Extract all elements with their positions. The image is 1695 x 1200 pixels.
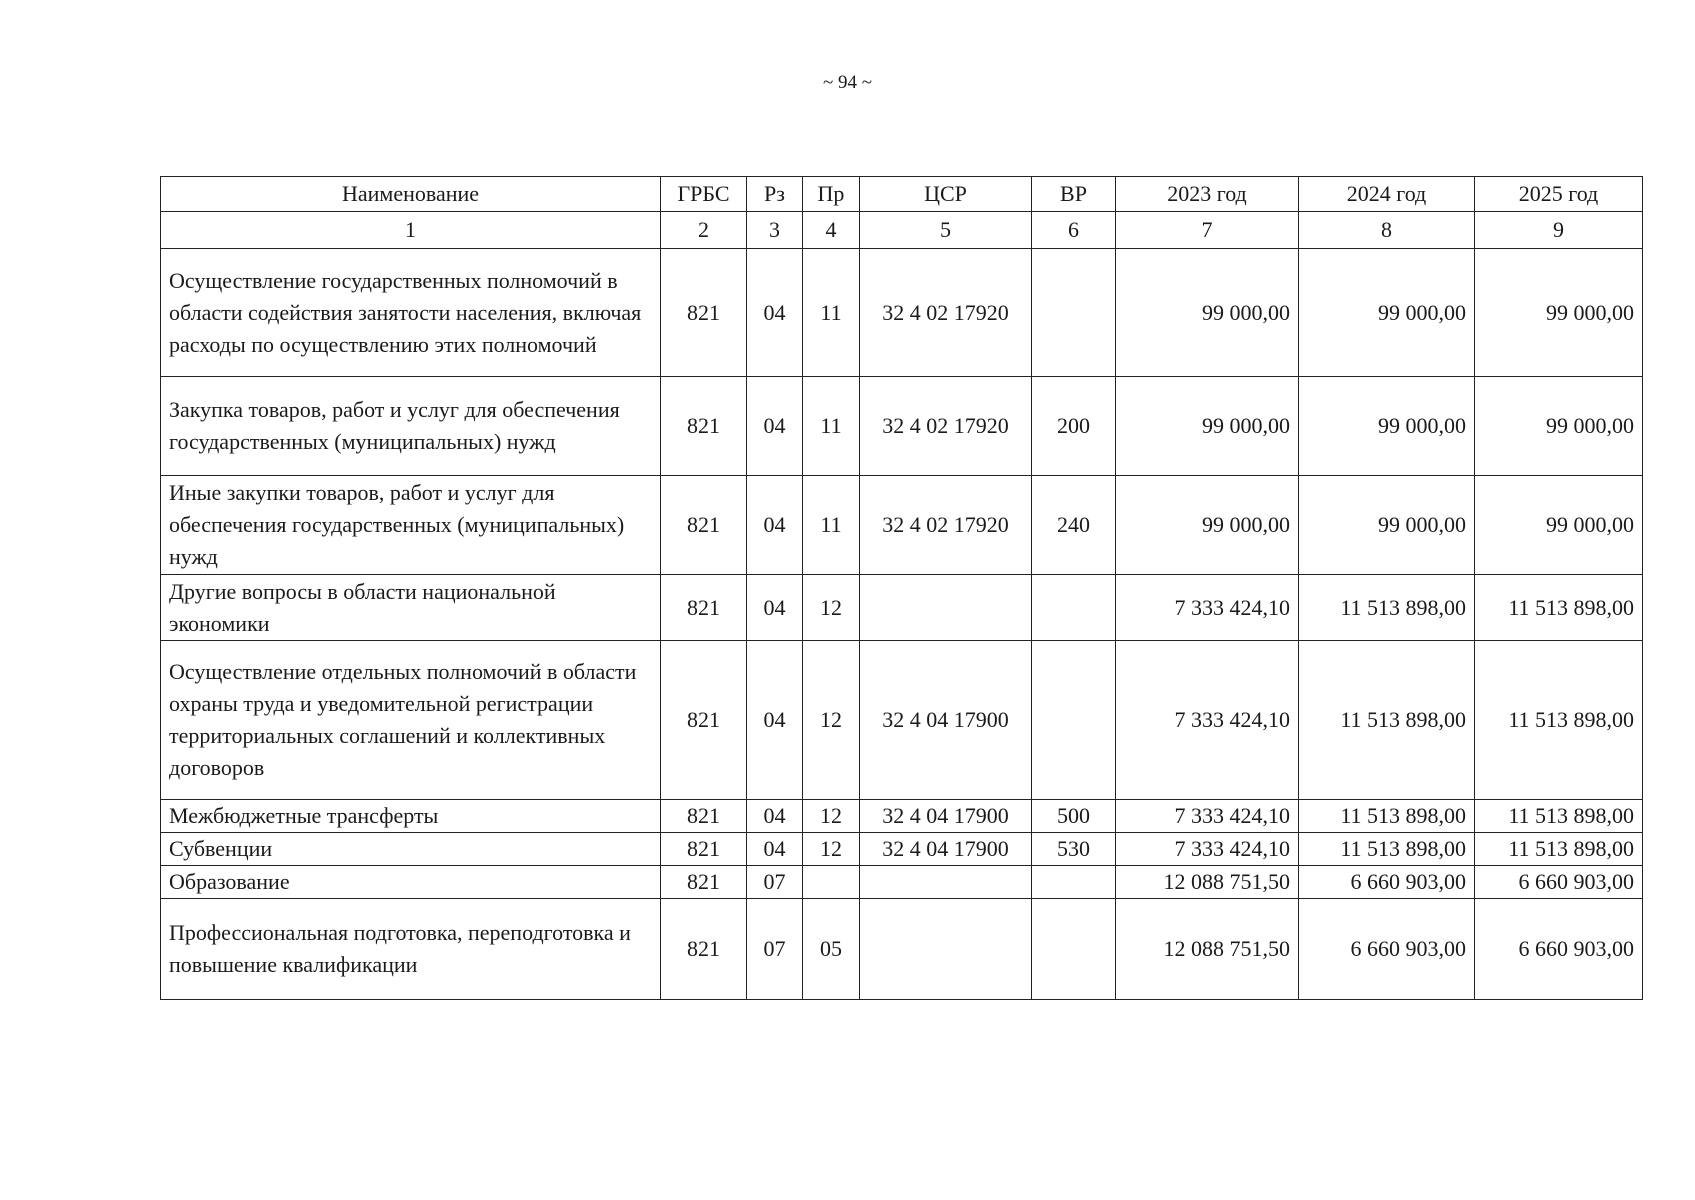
header-rz: Рз bbox=[747, 177, 803, 212]
row-2024: 11 513 898,00 bbox=[1299, 800, 1475, 833]
header-vr: ВР bbox=[1032, 177, 1116, 212]
row-pr: 11 bbox=[803, 476, 860, 575]
row-rz: 04 bbox=[747, 800, 803, 833]
row-pr: 12 bbox=[803, 575, 860, 641]
table-row bbox=[161, 377, 1643, 476]
column-number: 8 bbox=[1299, 212, 1475, 249]
row-vr bbox=[1032, 899, 1116, 1000]
row-2023: 99 000,00 bbox=[1116, 476, 1299, 575]
row-2025: 6 660 903,00 bbox=[1475, 899, 1643, 1000]
column-number: 3 bbox=[747, 212, 803, 249]
row-csr: 32 4 04 17900 bbox=[860, 833, 1032, 866]
row-grbs: 821 bbox=[661, 377, 747, 476]
column-number: 6 bbox=[1032, 212, 1116, 249]
table-row bbox=[161, 476, 1643, 575]
row-2025: 11 513 898,00 bbox=[1475, 800, 1643, 833]
row-vr bbox=[1032, 641, 1116, 800]
table-row bbox=[161, 899, 1643, 1000]
row-2025: 11 513 898,00 bbox=[1475, 641, 1643, 800]
row-csr: 32 4 02 17920 bbox=[860, 377, 1032, 476]
row-2023: 12 088 751,50 bbox=[1116, 866, 1299, 899]
row-rz: 04 bbox=[747, 249, 803, 377]
row-2023: 7 333 424,10 bbox=[1116, 800, 1299, 833]
row-vr: 530 bbox=[1032, 833, 1116, 866]
row-vr bbox=[1032, 249, 1116, 377]
row-name: Субвенции bbox=[161, 833, 661, 866]
row-pr: 05 bbox=[803, 899, 860, 1000]
table-row bbox=[161, 641, 1643, 800]
row-grbs: 821 bbox=[661, 899, 747, 1000]
table-row bbox=[161, 575, 1643, 641]
row-name: Межбюджетные трансферты bbox=[161, 800, 661, 833]
header-2023: 2023 год bbox=[1116, 177, 1299, 212]
row-grbs: 821 bbox=[661, 249, 747, 377]
row-name: Осуществление отдельных полномочий в области охраны труда и уведомительной регистрации территориальных соглашений и коллективных договоров bbox=[161, 641, 661, 800]
row-rz: 04 bbox=[747, 833, 803, 866]
row-2025: 99 000,00 bbox=[1475, 476, 1643, 575]
header-grbs: ГРБС bbox=[661, 177, 747, 212]
header-2024: 2024 год bbox=[1299, 177, 1475, 212]
header-pr: Пр bbox=[803, 177, 860, 212]
row-name: Иные закупки товаров, работ и услуг для обеспечения государственных (муниципальных) нужд bbox=[161, 476, 661, 575]
row-pr: 11 bbox=[803, 249, 860, 377]
row-csr: 32 4 04 17900 bbox=[860, 800, 1032, 833]
row-name: Осуществление государственных полномочий в области содействия занятости населения, включая расходы по осуществлению этих полномочий bbox=[161, 249, 661, 377]
row-2024: 99 000,00 bbox=[1299, 377, 1475, 476]
row-pr: 12 bbox=[803, 833, 860, 866]
header-csr: ЦСР bbox=[860, 177, 1032, 212]
row-vr bbox=[1032, 575, 1116, 641]
row-csr: 32 4 02 17920 bbox=[860, 476, 1032, 575]
row-2024: 99 000,00 bbox=[1299, 249, 1475, 377]
row-csr: 32 4 02 17920 bbox=[860, 249, 1032, 377]
row-pr: 11 bbox=[803, 377, 860, 476]
row-grbs: 821 bbox=[661, 800, 747, 833]
column-number: 1 bbox=[161, 212, 661, 249]
row-pr: 12 bbox=[803, 641, 860, 800]
row-2024: 6 660 903,00 bbox=[1299, 866, 1475, 899]
row-2024: 11 513 898,00 bbox=[1299, 575, 1475, 641]
row-grbs: 821 bbox=[661, 641, 747, 800]
table-row bbox=[161, 249, 1643, 377]
header-row bbox=[161, 177, 1643, 212]
row-2023: 7 333 424,10 bbox=[1116, 833, 1299, 866]
row-rz: 04 bbox=[747, 377, 803, 476]
row-name: Профессиональная подготовка, переподготовка и повышение квалификации bbox=[161, 899, 661, 1000]
row-csr bbox=[860, 575, 1032, 641]
row-vr: 200 bbox=[1032, 377, 1116, 476]
row-grbs: 821 bbox=[661, 866, 747, 899]
row-grbs: 821 bbox=[661, 575, 747, 641]
row-2025: 99 000,00 bbox=[1475, 249, 1643, 377]
page-number: ~ 94 ~ bbox=[822, 72, 873, 93]
header-2025: 2025 год bbox=[1475, 177, 1643, 212]
row-pr: 12 bbox=[803, 800, 860, 833]
column-number: 2 bbox=[661, 212, 747, 249]
row-2024: 99 000,00 bbox=[1299, 476, 1475, 575]
row-2023: 99 000,00 bbox=[1116, 377, 1299, 476]
column-number: 5 bbox=[860, 212, 1032, 249]
row-name: Образование bbox=[161, 866, 661, 899]
table-row bbox=[161, 800, 1643, 833]
row-rz: 04 bbox=[747, 476, 803, 575]
row-rz: 07 bbox=[747, 899, 803, 1000]
row-grbs: 821 bbox=[661, 476, 747, 575]
column-number: 7 bbox=[1116, 212, 1299, 249]
row-2024: 6 660 903,00 bbox=[1299, 899, 1475, 1000]
row-2023: 7 333 424,10 bbox=[1116, 641, 1299, 800]
row-rz: 04 bbox=[747, 641, 803, 800]
budget-table bbox=[160, 176, 1643, 1000]
row-grbs: 821 bbox=[661, 833, 747, 866]
row-2024: 11 513 898,00 bbox=[1299, 833, 1475, 866]
header-name: Наименование bbox=[161, 177, 661, 212]
column-number: 9 bbox=[1475, 212, 1643, 249]
row-vr bbox=[1032, 866, 1116, 899]
row-csr bbox=[860, 866, 1032, 899]
row-csr: 32 4 04 17900 bbox=[860, 641, 1032, 800]
row-rz: 04 bbox=[747, 575, 803, 641]
row-2023: 99 000,00 bbox=[1116, 249, 1299, 377]
row-pr bbox=[803, 866, 860, 899]
row-2023: 12 088 751,50 bbox=[1116, 899, 1299, 1000]
table-row bbox=[161, 833, 1643, 866]
row-2025: 6 660 903,00 bbox=[1475, 866, 1643, 899]
row-2025: 99 000,00 bbox=[1475, 377, 1643, 476]
row-name: Другие вопросы в области национальной экономики bbox=[161, 575, 661, 641]
row-name: Закупка товаров, работ и услуг для обеспечения государственных (муниципальных) нужд bbox=[161, 377, 661, 476]
column-number: 4 bbox=[803, 212, 860, 249]
row-csr bbox=[860, 899, 1032, 1000]
column-number-row bbox=[161, 212, 1643, 249]
row-2025: 11 513 898,00 bbox=[1475, 833, 1643, 866]
row-rz: 07 bbox=[747, 866, 803, 899]
row-2023: 7 333 424,10 bbox=[1116, 575, 1299, 641]
row-vr: 500 bbox=[1032, 800, 1116, 833]
row-2025: 11 513 898,00 bbox=[1475, 575, 1643, 641]
row-2024: 11 513 898,00 bbox=[1299, 641, 1475, 800]
table-row bbox=[161, 866, 1643, 899]
row-vr: 240 bbox=[1032, 476, 1116, 575]
